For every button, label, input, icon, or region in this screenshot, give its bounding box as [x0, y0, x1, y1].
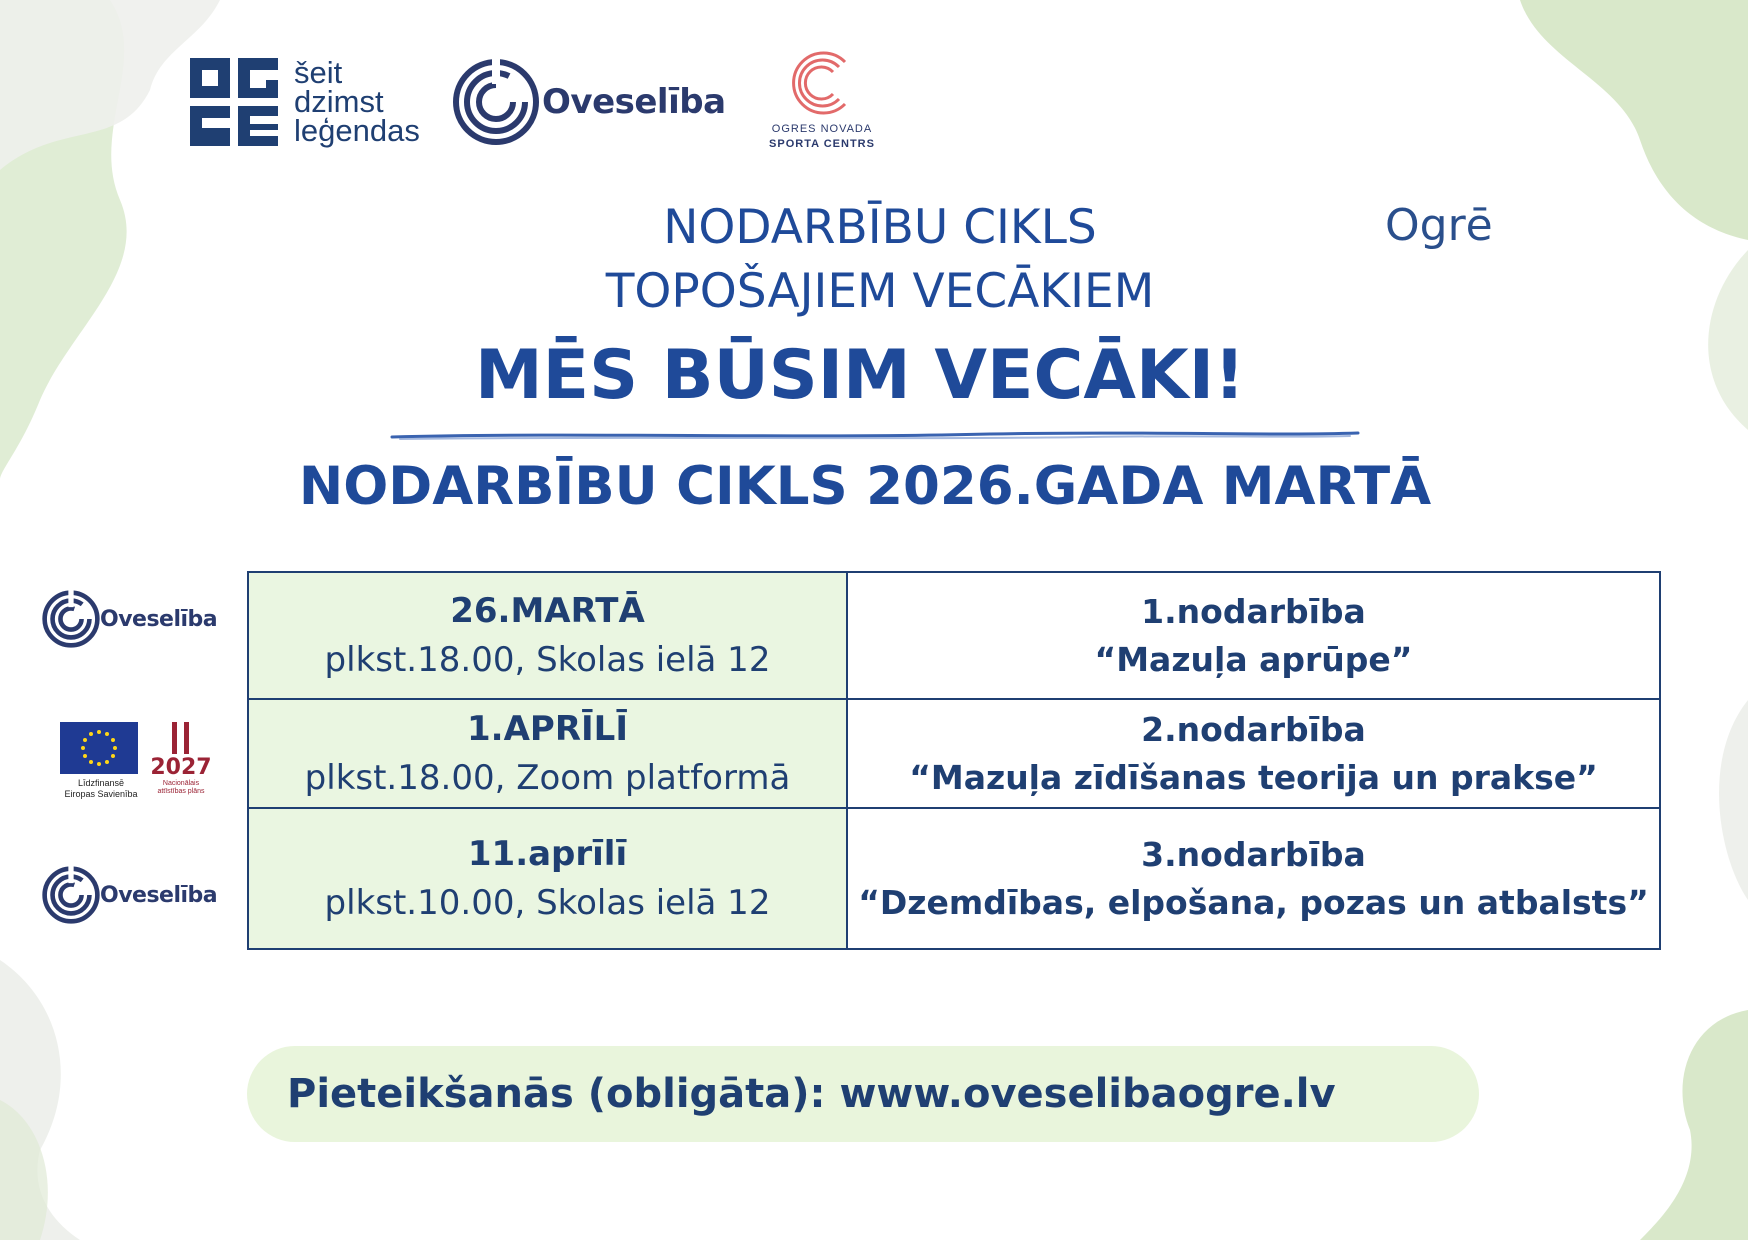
heading-line-1: NODARBĪBU CIKLS [663, 200, 1097, 255]
registration-link-text[interactable]: Pieteikšanās (obligāta): www.oveselibaogre.lv [287, 1071, 1336, 1117]
main-title: MĒS BŪSIM VECĀKI! [474, 336, 1246, 415]
cycle-subtitle: NODARBĪBU CIKLS 2026.GADA MARTĀ [298, 456, 1432, 517]
session-time-location: plkst.18.00, Skolas ielā 12 [324, 639, 771, 680]
session-time-location: plkst.18.00, Zoom platformā [304, 757, 791, 798]
sports-centre-logo [760, 48, 884, 152]
class-cell [847, 572, 1660, 699]
class-title: “Mazuļa zīdīšanas teorija un prakse” [909, 757, 1598, 797]
session-time-location: plkst.10.00, Skolas ielā 12 [324, 882, 771, 923]
ogre-tagline-line: šeit [294, 55, 343, 90]
ogre-monogram-icon [190, 58, 278, 146]
ogre-tagline [294, 55, 444, 148]
class-title: “Mazuļa aprūpe” [1094, 639, 1413, 679]
sports-centre-line1: OGRES NOVADA [771, 123, 873, 135]
national-plan-line2: attīstības plāns [157, 788, 205, 795]
oveseliba-wordmark: Oveselība [100, 606, 218, 632]
session-date: 11.aprīlī [467, 833, 628, 874]
date-cell [248, 572, 847, 699]
national-plan-year: 2027 [150, 755, 212, 780]
sports-centre-c-icon [787, 48, 857, 118]
oveseliba-ring-icon [42, 590, 100, 648]
sports-centre-name [760, 122, 884, 152]
ogre-tagline-line: dzimst [294, 84, 384, 119]
table-row [248, 699, 1660, 808]
oveseliba-side-logo [42, 866, 217, 924]
class-cell [847, 808, 1660, 949]
national-plan-bars-icon [170, 722, 192, 754]
ogre-tagline-line: leģendas [294, 113, 420, 148]
class-title: “Dzemdības, elpošana, pozas un atbalsts” [858, 882, 1649, 922]
oveseliba-wordmark: Oveselība [100, 882, 218, 908]
funding-logos [56, 722, 216, 808]
session-date: 1.APRĪLĪ [467, 708, 628, 749]
eu-caption-line2: Eiropas Savienība [64, 789, 138, 799]
oveseliba-side-logo [42, 590, 217, 648]
oveseliba-logo [452, 58, 726, 146]
date-cell [248, 699, 847, 808]
oveseliba-wordmark: Oveselība [542, 82, 726, 122]
heading-line-2: TOPOŠAJIEM VECĀKIEM [605, 264, 1155, 319]
schedule-table [247, 571, 1661, 950]
registration-banner[interactable] [247, 1046, 1479, 1142]
class-number: 3.nodarbība [1141, 834, 1366, 874]
eu-funding-caption [56, 778, 146, 800]
eu-caption-line1: Līdzfinansē [77, 778, 125, 788]
date-cell [248, 808, 847, 949]
table-row [248, 808, 1660, 949]
oveseliba-ring-icon [42, 866, 100, 924]
table-row [248, 572, 1660, 699]
national-plan-logo [148, 722, 214, 796]
oveseliba-ring-icon [452, 58, 540, 146]
class-number: 1.nodarbība [1141, 591, 1366, 631]
eu-flag-icon [60, 722, 138, 774]
brush-underline-divider [390, 428, 1360, 442]
city-label: Ogrē [1385, 200, 1493, 251]
class-cell [847, 699, 1660, 808]
national-plan-line1: Nacionālais [162, 780, 200, 787]
sports-centre-line2: SPORTA CENTRS [769, 138, 875, 150]
session-date: 26.MARTĀ [450, 590, 645, 631]
class-number: 2.nodarbība [1141, 709, 1366, 749]
